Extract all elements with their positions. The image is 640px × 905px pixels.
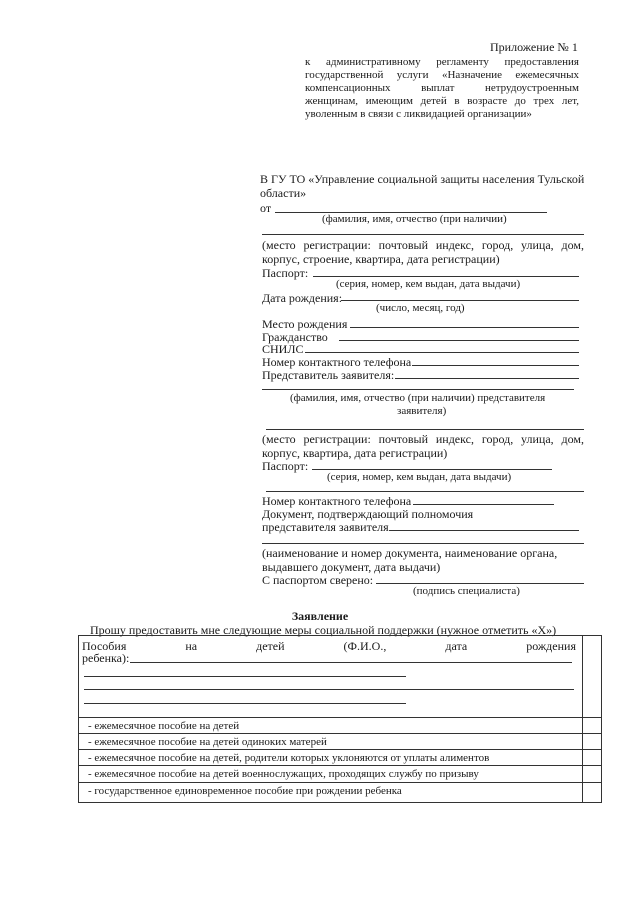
table-row-divider bbox=[78, 765, 601, 766]
children-field-3[interactable] bbox=[84, 689, 574, 690]
request-text: Прошу предоставить мне следующие меры социальной поддержки (нужное отметить «Х») bbox=[90, 623, 557, 637]
passport-label: Паспорт: bbox=[262, 266, 309, 280]
phone-field[interactable] bbox=[412, 365, 579, 366]
children-label bbox=[82, 639, 576, 653]
rep-phone-field[interactable] bbox=[413, 504, 554, 505]
rep-registration-caption-line-1: (место регистрации: почтовый индекс, город, улица, дом, bbox=[262, 432, 584, 446]
regulation-line-5: уволенным в связи с ликвидацией организации» bbox=[305, 108, 532, 120]
children-label-word: (Ф.И.О., bbox=[343, 639, 387, 653]
rep-passport-label: Паспорт: bbox=[262, 459, 309, 473]
verified-label: С паспортом сверено: bbox=[262, 573, 374, 587]
children-label-word: на bbox=[185, 639, 198, 653]
registration-field[interactable] bbox=[262, 234, 584, 235]
registration-caption-line-1: (место регистрации: почтовый индекс, город, улица, дом, bbox=[262, 238, 584, 252]
checkbox-alimony-evasion-benefit[interactable] bbox=[583, 750, 600, 765]
option-single-mothers-benefit: - ежемесячное пособие на детей одиноких матерей bbox=[88, 736, 327, 748]
passport-field[interactable] bbox=[313, 276, 579, 277]
children-label-line-2: ребенка): bbox=[82, 651, 130, 665]
table-row-divider bbox=[78, 782, 601, 783]
citizenship-label: Гражданство bbox=[262, 330, 328, 344]
checkbox-conscript-benefit[interactable] bbox=[583, 766, 600, 782]
birth-date-label: Дата рождения: bbox=[262, 291, 343, 305]
rep-passport-caption: (серия, номер, кем выдан, дата выдачи) bbox=[327, 471, 512, 483]
rep-registration-caption-line-2: корпус, квартира, дата регистрации) bbox=[262, 446, 448, 460]
children-field-4[interactable] bbox=[84, 703, 406, 704]
authority-doc-extra-field[interactable] bbox=[262, 543, 584, 544]
passport-caption: (серия, номер, кем выдан, дата выдачи) bbox=[336, 278, 521, 290]
children-label-word: дата bbox=[445, 639, 468, 653]
birth-date-caption: (число, месяц, год) bbox=[376, 302, 465, 314]
children-label-word: Пособия bbox=[82, 639, 127, 653]
fio-caption: (фамилия, имя, отчество (при наличии) bbox=[322, 213, 507, 225]
birth-date-field[interactable] bbox=[341, 300, 579, 301]
authority-doc-caption-line-2: выдавшего документ, дата выдачи) bbox=[262, 560, 441, 574]
regulation-line-2: государственной услуги «Назначение ежемесячных bbox=[305, 69, 579, 81]
birth-place-label: Место рождения bbox=[262, 317, 348, 331]
phone-label: Номер контактного телефона bbox=[262, 355, 412, 369]
specialist-signature-field[interactable] bbox=[376, 583, 584, 584]
regulation-line-1: к административному регламенту предоставления bbox=[305, 56, 579, 68]
snils-label: СНИЛС bbox=[262, 342, 304, 356]
rep-passport-extra-field[interactable] bbox=[266, 491, 584, 492]
registration-caption-line-2: корпус, строение, квартира, дата регистрации) bbox=[262, 252, 500, 266]
authority-doc-caption-line-1: (наименование и номер документа, наименование органа, bbox=[262, 546, 558, 560]
rep-registration-field[interactable] bbox=[266, 429, 584, 430]
option-birth-lump-sum: - государственное единовременное пособие при рождении ребенка bbox=[88, 785, 402, 797]
from-label: от bbox=[260, 201, 272, 215]
option-alimony-evasion-benefit: - ежемесячное пособие на детей, родители которых уклоняются от уплаты алиментов bbox=[88, 752, 490, 764]
representative-fio-field[interactable] bbox=[262, 389, 574, 390]
addressee-line-1: В ГУ ТО «Управление социальной защиты населения Тульской bbox=[260, 172, 585, 186]
representative-field[interactable] bbox=[395, 378, 579, 379]
rep-phone-label: Номер контактного телефона bbox=[262, 494, 412, 508]
addressee-line-2: области» bbox=[260, 186, 307, 200]
representative-label: Представитель заявителя: bbox=[262, 368, 395, 382]
table-row-divider bbox=[78, 749, 601, 750]
application-title: Заявление bbox=[291, 609, 349, 623]
authority-doc-field[interactable] bbox=[389, 530, 579, 531]
rep-fio-caption-line-2: заявителя) bbox=[397, 405, 447, 417]
table-divider bbox=[78, 717, 601, 718]
children-field-1[interactable] bbox=[130, 662, 572, 663]
authority-doc-label-line-1: Документ, подтверждающий полномочия bbox=[262, 507, 474, 521]
birth-place-field[interactable] bbox=[350, 327, 579, 328]
regulation-line-3: компенсационных выплат нетрудоустроенным bbox=[305, 82, 579, 94]
snils-field[interactable] bbox=[305, 352, 579, 353]
authority-doc-label-line-2: представителя заявителя bbox=[262, 520, 389, 534]
regulation-line-4: женщинам, имеющим детей в возрасте до трех лет, bbox=[305, 95, 579, 107]
children-field-2[interactable] bbox=[84, 676, 406, 677]
checkbox-single-mothers-benefit[interactable] bbox=[583, 734, 600, 749]
option-conscript-benefit: - ежемесячное пособие на детей военнослужащих, проходящих службу по призыву bbox=[88, 768, 479, 780]
children-label-word: детей bbox=[256, 639, 285, 653]
rep-passport-field[interactable] bbox=[312, 469, 552, 470]
rep-fio-caption-line-1: (фамилия, имя, отчество (при наличии) представителя bbox=[290, 392, 546, 404]
verified-caption: (подпись специалиста) bbox=[413, 585, 520, 597]
appendix-title: Приложение № 1 bbox=[490, 40, 578, 54]
checkbox-birth-lump-sum[interactable] bbox=[583, 783, 600, 800]
citizenship-field[interactable] bbox=[339, 340, 579, 341]
children-label-word: рождения bbox=[526, 639, 576, 653]
checkbox-monthly-child-benefit[interactable] bbox=[583, 718, 600, 733]
option-monthly-child-benefit: - ежемесячное пособие на детей bbox=[88, 720, 240, 732]
table-row-divider bbox=[78, 733, 601, 734]
